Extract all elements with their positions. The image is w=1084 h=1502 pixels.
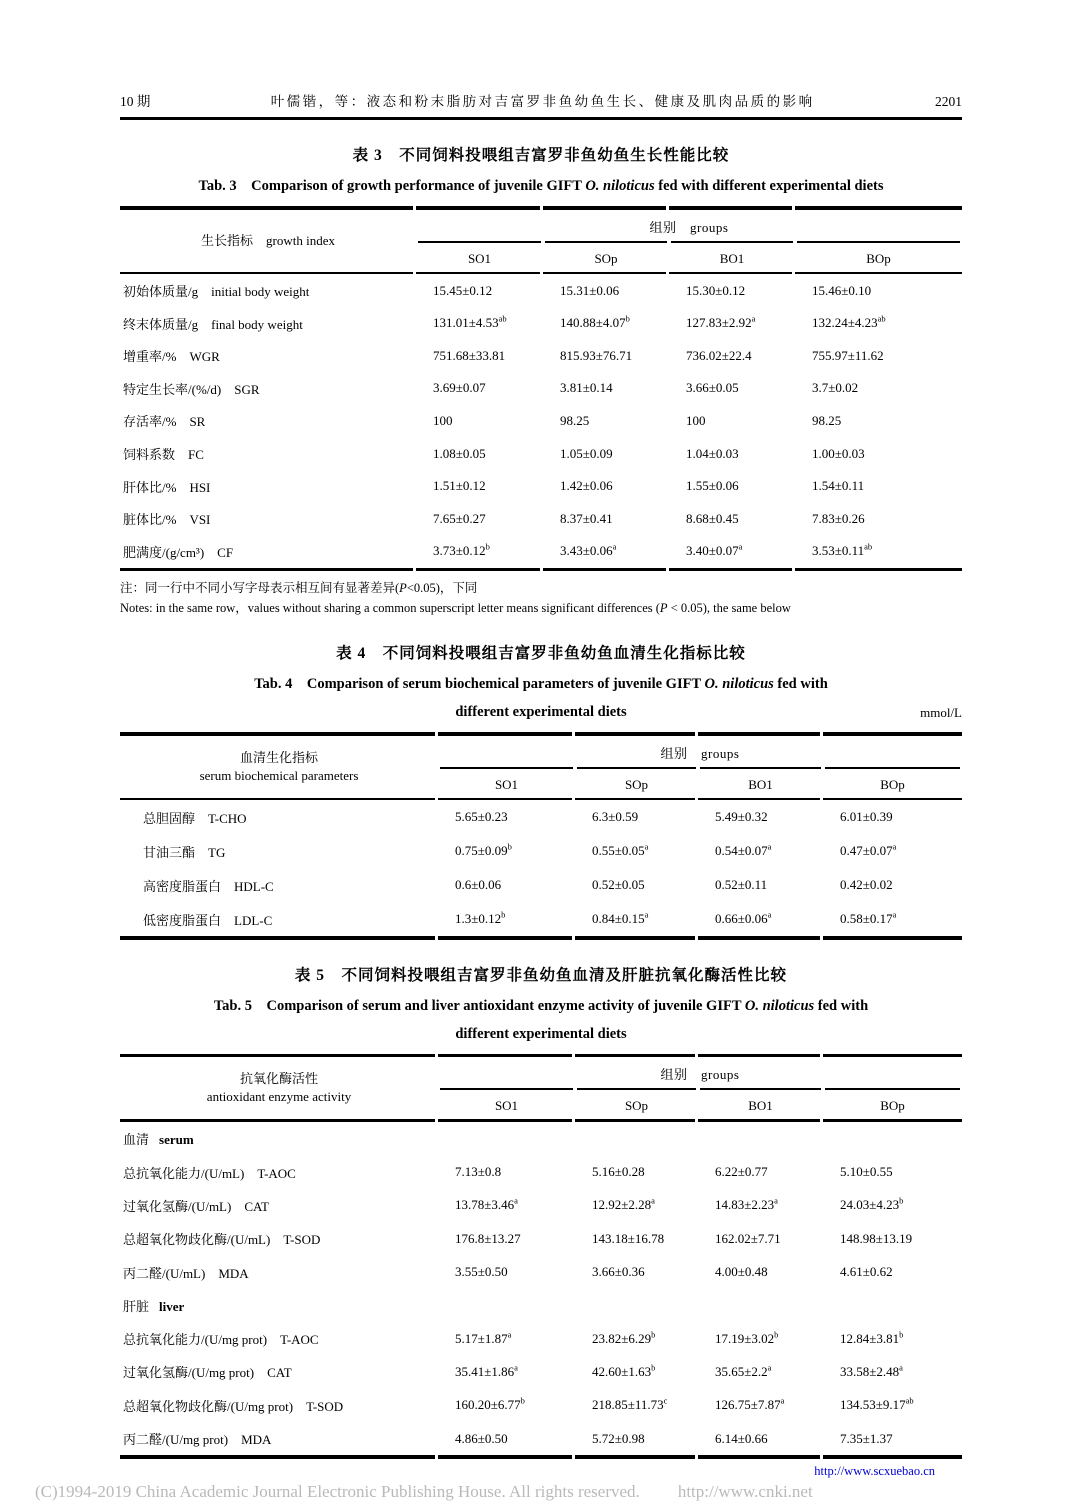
cell-value: 1.08±0.05: [433, 445, 486, 461]
cell-value: 1.55±0.06: [686, 478, 739, 494]
cell-value: 3.73±0.12$^b$: [433, 542, 490, 559]
cell-value: 98.25: [560, 412, 590, 428]
cell-value: 1.00±0.03: [812, 445, 865, 461]
row-label: 特定生长率/(%/d) SGR: [123, 381, 260, 397]
cell-value: 162.02±7.71: [715, 1230, 781, 1246]
growth-performance-table: [120, 206, 962, 571]
species-name: O. niloticus: [585, 178, 655, 194]
rule-segment: [669, 568, 792, 572]
cell-value: 100: [686, 412, 706, 428]
cell-value: 0.52±0.05: [592, 877, 645, 893]
cell-value: 7.83±0.26: [812, 510, 865, 526]
significance-superscript: a: [899, 1362, 903, 1373]
rule-segment: [120, 272, 413, 275]
groups-header: 组别 groups: [660, 1067, 740, 1083]
cell-value: 8.37±0.41: [560, 510, 613, 526]
cell-value: 98.25: [812, 412, 842, 428]
table-head-rule: [120, 1119, 962, 1122]
rule-segment: [120, 568, 413, 572]
significance-superscript: a: [612, 542, 617, 553]
cell-value: 0.75±0.09$^b$: [455, 842, 512, 859]
significance-superscript: b: [485, 542, 490, 553]
cell-value: 42.60±1.63$^b$: [592, 1362, 656, 1379]
cell-value: 5.49±0.32: [715, 809, 768, 825]
stub-header: [120, 736, 438, 798]
table-row: [120, 405, 962, 438]
row-label: 丙二醛/(U/mg prot) MDA: [123, 1432, 272, 1448]
significance-superscript: a: [780, 1395, 785, 1406]
significance-superscript: a: [767, 842, 772, 853]
cell-value: 1.42±0.06: [560, 478, 613, 494]
cell-value: 12.84±3.81$^b$: [840, 1329, 904, 1346]
cell-value: 0.58±0.17$^a$: [840, 910, 897, 927]
page-content: [0, 143, 1084, 1479]
cell-value: 815.93±76.71: [560, 347, 633, 363]
rule-segment: [416, 568, 540, 572]
cell-value: 13.78±3.46$^a$: [455, 1196, 518, 1213]
cell-value: 143.18±16.78: [592, 1230, 665, 1246]
cell-value: 176.8±13.27: [455, 1230, 521, 1246]
cell-value: 148.98±13.19: [840, 1230, 913, 1246]
row-label: 总抗氧化能力/(U/mL) T-AOC: [123, 1165, 296, 1181]
cell-value: 0.47±0.07$^a$: [840, 842, 897, 859]
cell-value: 1.05±0.09: [560, 445, 613, 461]
stub-label: 抗氧化酶活性: [239, 1071, 318, 1087]
row-label: 存活率/% SR: [123, 414, 206, 430]
table4-title-en: [120, 675, 962, 693]
cell-value: 5.10±0.55: [840, 1164, 893, 1180]
significance-superscript: b: [625, 313, 630, 324]
table-row: [120, 307, 962, 340]
row-label: 过氧化氢酶/(U/mL) CAT: [123, 1198, 269, 1214]
significance-superscript: ab: [905, 1395, 914, 1406]
unit-label: mmol/L: [920, 705, 962, 721]
running-title: 叶儒锴，等：液态和粉末脂肪对吉富罗非鱼幼鱼生长、健康及肌肉品质的影响: [270, 94, 815, 109]
row-label: 低密度脂蛋白 LDL-C: [143, 912, 273, 928]
column-header: BOp: [797, 241, 960, 272]
cell-value: 0.55±0.05$^a$: [592, 842, 649, 859]
cell-value: 0.66±0.06$^a$: [715, 910, 772, 927]
cell-value: 127.83±2.92$^a$: [686, 313, 756, 331]
species-name: O. niloticus: [744, 997, 815, 1014]
table-row: [120, 535, 962, 568]
significance-superscript: a: [751, 313, 756, 324]
table-row: [120, 868, 962, 902]
note-line-cn: 注：同一行中不同小写字母表示相互间有显著差异(P<0.05)，下同: [120, 581, 478, 596]
section-row: [120, 1122, 962, 1155]
cell-value: 736.02±22.4: [686, 347, 752, 363]
table-row: [120, 1389, 962, 1422]
cell-value: 15.31±0.06: [560, 282, 620, 298]
title-en-text: fed with: [814, 997, 869, 1014]
cell-value: 0.42±0.02: [840, 877, 893, 893]
significance-superscript: b: [520, 1395, 525, 1406]
page-number: 2201: [935, 94, 962, 109]
cell-value: 100: [433, 412, 453, 428]
significance-superscript: b: [899, 1329, 904, 1340]
cell-value: 4.86±0.50: [455, 1430, 508, 1446]
significance-superscript: b: [651, 1329, 656, 1340]
cell-value: 7.35±1.37: [840, 1430, 893, 1446]
running-head: [120, 0, 962, 120]
table-header: [120, 210, 962, 272]
cnki-url: http://www.cnki.net: [677, 1481, 813, 1501]
rule-segment: [438, 1455, 572, 1459]
significance-superscript: a: [507, 1329, 512, 1340]
row-label: 初始体质量/g initial body weight: [123, 284, 310, 300]
cell-value: 755.97±11.62: [812, 347, 884, 363]
significance-superscript: b: [651, 1362, 656, 1373]
issue-number: 10 期: [120, 94, 151, 109]
column-header: BO1: [700, 767, 821, 798]
cell-value: 3.53±0.11$^{ab}$: [812, 542, 873, 559]
cell-value: 6.14±0.66: [715, 1430, 768, 1446]
table-notes: [120, 578, 962, 618]
significance-superscript: a: [892, 842, 897, 853]
table-row: [120, 902, 962, 936]
cell-value: 3.66±0.05: [686, 380, 739, 396]
cell-value: 12.92±2.28$^a$: [592, 1196, 655, 1213]
cell-value: 6.3±0.59: [592, 809, 639, 825]
title-en-text: Tab. 4 Comparison of serum biochemical parameters of juvenile GIFT: [254, 676, 705, 693]
cell-value: 17.19±3.02$^b$: [715, 1329, 779, 1346]
cell-value: 0.52±0.11: [715, 877, 768, 893]
table-row: [120, 470, 962, 503]
cell-value: 24.03±4.23$^b$: [840, 1196, 904, 1213]
row-label: 终末体质量/g final body weight: [123, 316, 303, 332]
note-line-en: Notes: in the same row，values without sharing a common superscript letter means significant differences (P < 0.05), the same below: [120, 601, 791, 616]
significance-superscript: b: [501, 910, 506, 921]
row-label: 丙二醛/(U/mL) MDA: [123, 1265, 249, 1281]
section-label: 血清 serum: [123, 1132, 194, 1148]
table4-title-en-line2: different experimental diets mmol/L: [455, 704, 962, 721]
significance-superscript: c: [663, 1395, 668, 1406]
rule-segment: [438, 936, 572, 940]
table-row: [120, 1255, 962, 1288]
significance-superscript: b: [774, 1329, 779, 1340]
rule-segment: [575, 936, 695, 940]
antioxidant-enzyme-table: [120, 1054, 962, 1459]
cell-value: 3.81±0.14: [560, 380, 613, 396]
significance-superscript: ab: [498, 313, 507, 324]
column-header: BO1: [700, 1088, 821, 1119]
column-header: BO1: [671, 241, 793, 272]
cell-value: 15.45±0.12: [433, 282, 493, 298]
journal-url-link[interactable]: http://www.scxuebao.cn: [814, 1463, 935, 1478]
row-label: 过氧化氢酶/(U/mg prot) CAT: [123, 1365, 292, 1381]
cell-value: 0.84±0.15$^a$: [592, 910, 649, 927]
significance-superscript: a: [774, 1196, 778, 1207]
row-label: 总超氧化物歧化酶/(U/mg prot) T-SOD: [123, 1398, 344, 1414]
cell-value: 5.16±0.28: [592, 1164, 645, 1180]
significance-superscript: b: [899, 1196, 904, 1207]
title-en-text: fed with: [773, 676, 828, 693]
column-header: SOp: [577, 767, 696, 798]
cell-value: 8.68±0.45: [686, 510, 739, 526]
cell-value: 35.65±2.2$^a$: [715, 1362, 772, 1379]
table-bottom-rule: [120, 1455, 962, 1459]
significance-superscript: ab: [864, 542, 873, 553]
significance-superscript: b: [507, 842, 512, 853]
table-row: [120, 1422, 962, 1455]
cell-value: 35.41±1.86$^a$: [455, 1362, 518, 1379]
cell-value: 134.53±9.17$^{ab}$: [840, 1395, 914, 1413]
table-row: [120, 437, 962, 470]
serum-biochemical-table: [120, 732, 962, 940]
cell-value: 3.7±0.02: [812, 380, 859, 396]
table-row: [120, 274, 962, 307]
cell-value: 1.04±0.03: [686, 445, 739, 461]
table4-section: [120, 641, 962, 940]
significance-superscript: ab: [877, 313, 886, 324]
rule-segment: [120, 1119, 435, 1122]
table5-title-en-line2: different experimental diets: [455, 1025, 627, 1042]
rule-segment: [698, 936, 820, 940]
cell-value: 3.43±0.06$^a$: [560, 542, 617, 559]
cell-value: 5.17±1.87$^a$: [455, 1329, 512, 1346]
cell-value: 3.55±0.50: [455, 1264, 508, 1280]
cell-value: 160.20±6.77$^b$: [455, 1395, 525, 1413]
section-label-en: serum: [159, 1132, 194, 1148]
row-label: 肝体比/% HSI: [123, 479, 211, 495]
table-row: [120, 1355, 962, 1388]
section-row: [120, 1289, 962, 1322]
significance-superscript: a: [514, 1362, 518, 1373]
cell-value: 131.01±4.53$^{ab}$: [433, 313, 507, 331]
row-label: 增重率/% WGR: [123, 349, 220, 365]
column-header: SOp: [545, 241, 667, 272]
table3-section: [120, 143, 962, 571]
row-label: 总超氧化物歧化酶/(U/mL) T-SOD: [123, 1232, 321, 1248]
significance-superscript: a: [651, 1196, 655, 1207]
rule-segment: [575, 1455, 695, 1459]
table-row: [120, 1189, 962, 1222]
cell-value: 0.6±0.06: [455, 877, 502, 893]
section-label: 肝脏 liver: [123, 1298, 185, 1314]
table-row: [120, 502, 962, 535]
column-header: SO1: [418, 241, 541, 272]
table-row: [120, 1322, 962, 1355]
cell-value: 1.3±0.12$^b$: [455, 910, 506, 927]
cell-value: 1.51±0.12: [433, 478, 486, 494]
cell-value: 140.88±4.07$^b$: [560, 313, 630, 331]
table-bottom-rule: [120, 568, 962, 572]
cell-value: 6.22±0.77: [715, 1164, 768, 1180]
cell-value: 33.58±2.48$^a$: [840, 1362, 903, 1379]
column-header: SOp: [577, 1088, 696, 1119]
cell-value: 218.85±11.73$^c$: [592, 1395, 668, 1413]
table5-section: [120, 963, 962, 1459]
cell-value: 1.54±0.11: [812, 478, 865, 494]
table3-title-en: [120, 177, 962, 195]
significance-superscript: a: [767, 910, 772, 921]
stub-header: [120, 210, 416, 272]
column-header: BOp: [825, 1088, 960, 1119]
cell-value: 3.69±0.07: [433, 380, 486, 396]
cell-value: 3.66±0.36: [592, 1264, 645, 1280]
copyright-watermark: [0, 1482, 1084, 1502]
significance-superscript: a: [738, 542, 743, 553]
table-head-rule: [120, 798, 962, 801]
cell-value: 15.30±0.12: [686, 282, 746, 298]
column-header: SO1: [440, 767, 573, 798]
groups-header: 组别 groups: [660, 745, 740, 761]
stub-label: 血清生化指标: [239, 749, 318, 765]
cell-value: 4.61±0.62: [840, 1264, 893, 1280]
rule-segment: [120, 1455, 435, 1459]
cell-value: 0.54±0.07$^a$: [715, 842, 772, 859]
cell-value: 4.00±0.48: [715, 1264, 768, 1280]
cell-value: 126.75±7.87$^a$: [715, 1395, 785, 1413]
section-label-en: liver: [159, 1298, 185, 1314]
column-header: BOp: [825, 767, 960, 798]
table-row: [120, 834, 962, 868]
significance-superscript: a: [514, 1196, 518, 1207]
cell-value: 132.24±4.23$^{ab}$: [812, 313, 886, 331]
cell-value: 3.40±0.07$^a$: [686, 542, 743, 559]
table-row: [120, 372, 962, 405]
row-label: 总胆固醇 T-CHO: [143, 810, 247, 826]
stub-label: serum biochemical parameters: [199, 767, 359, 783]
table-row: [120, 1222, 962, 1255]
row-label: 肥满度/(g/cm³) CF: [123, 544, 234, 560]
row-label: 饲料系数 FC: [123, 447, 204, 463]
row-label: 脏体比/% VSI: [123, 512, 211, 528]
cell-value: 14.83±2.23$^a$: [715, 1196, 778, 1213]
stub-header: [120, 1057, 438, 1119]
cell-value: 5.65±0.23: [455, 809, 508, 825]
cell-value: 751.68±33.81: [433, 347, 506, 363]
rule-segment: [120, 936, 435, 940]
column-header: SO1: [440, 1088, 573, 1119]
significance-superscript: a: [644, 910, 649, 921]
stub-label: antioxidant enzyme activity: [206, 1089, 352, 1105]
rule-segment: [795, 568, 962, 572]
table-row: [120, 800, 962, 834]
cell-value: 7.65±0.27: [433, 510, 486, 526]
table-bottom-rule: [120, 936, 962, 940]
table-row: [120, 339, 962, 372]
groups-header: 组别 groups: [649, 219, 729, 235]
title-en-text: Tab. 3 Comparison of growth performance of juvenile GIFT: [198, 178, 586, 194]
table-row: [120, 1156, 962, 1189]
table5-title-cn: 表 5 不同饲料投喂组吉富罗非鱼幼鱼血清及肝脏抗氧化酶活性比较: [294, 966, 788, 984]
significance-superscript: a: [644, 842, 649, 853]
row-label: 高密度脂蛋白 HDL-C: [143, 878, 274, 894]
table4-title-cn: 表 4 不同饲料投喂组吉富罗非鱼幼鱼血清生化指标比较: [336, 645, 746, 663]
cell-value: 15.46±0.10: [812, 282, 872, 298]
table3-title-cn: 表 3 不同饲料投喂组吉富罗非鱼幼鱼生长性能比较: [352, 147, 730, 164]
rule-segment: [120, 798, 435, 801]
copyright-text: (C)1994-2019 China Academic Journal Electronic Publishing House. All rights reserved.: [35, 1481, 640, 1501]
significance-superscript: a: [892, 910, 897, 921]
row-label: 总抗氧化能力/(U/mg prot) T-AOC: [123, 1332, 319, 1348]
significance-superscript: a: [767, 1362, 772, 1373]
table5-title-en: [120, 997, 962, 1015]
stub-label: 生长指标 growth index: [201, 232, 335, 248]
rule-segment: [698, 1455, 820, 1459]
species-name: O. niloticus: [704, 676, 774, 693]
rule-segment: [823, 1455, 962, 1459]
table-header: [120, 736, 962, 798]
cell-value: 7.13±0.8: [455, 1164, 502, 1180]
table-header: [120, 1057, 962, 1119]
cell-value: 5.72±0.98: [592, 1430, 645, 1446]
title-en-text: Tab. 5 Comparison of serum and liver antioxidant enzyme activity of juvenile GIFT: [213, 997, 745, 1014]
cell-value: 23.82±6.29$^b$: [592, 1329, 656, 1346]
row-label: 甘油三酯 TG: [143, 844, 226, 860]
title-en-text: fed with different experimental diets: [654, 178, 884, 194]
cell-value: 6.01±0.39: [840, 809, 893, 825]
rule-segment: [543, 568, 666, 572]
rule-segment: [823, 936, 962, 940]
